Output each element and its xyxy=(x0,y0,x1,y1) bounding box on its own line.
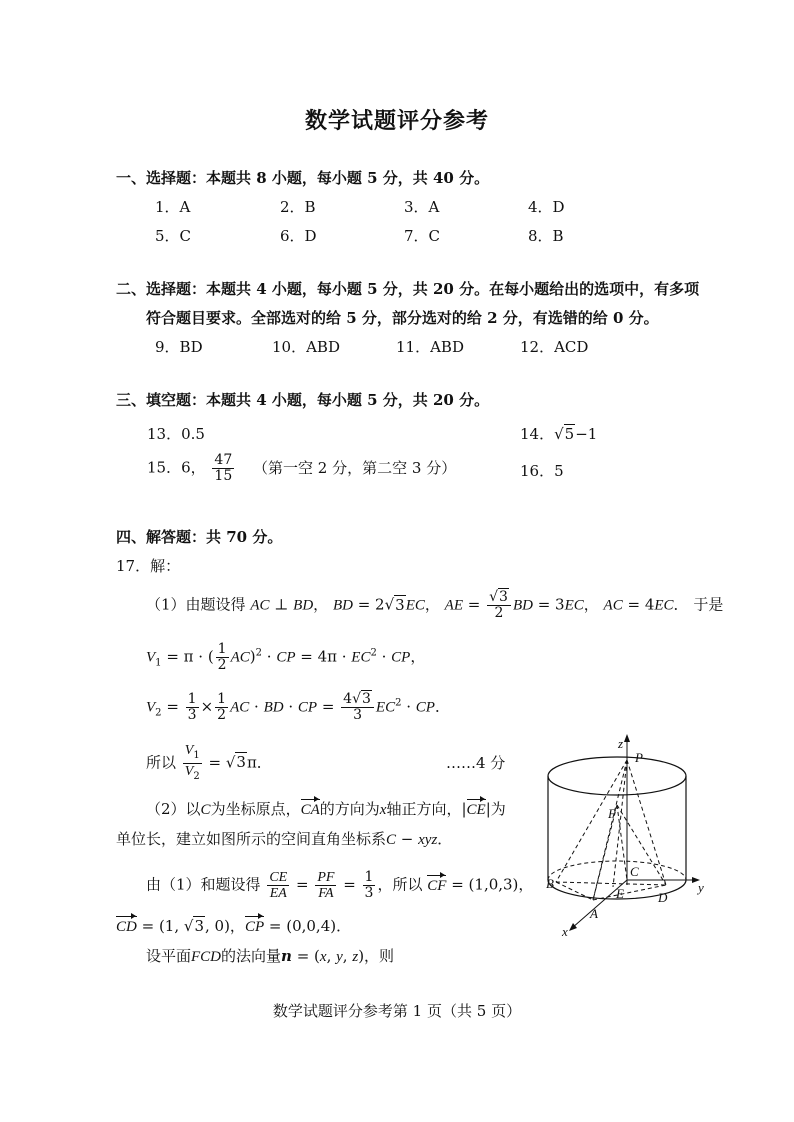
score-mark: ……4 分 xyxy=(446,754,506,772)
answer-5: 5．C xyxy=(155,227,192,245)
section-1-heading: 一、选择题：本题共 8 小题，每小题 5 分，共 40 分。 xyxy=(116,169,490,187)
part2-line2: 单位长，建立如图所示的空间直角坐标系C − xyz． xyxy=(116,830,453,848)
answer-8: 8．B xyxy=(528,227,564,245)
answer-7: 7．C xyxy=(404,227,441,245)
answer-12: 12．ACD xyxy=(520,338,589,356)
answer-15-label: 15．6， xyxy=(147,458,206,477)
answer-11: 11．ABD xyxy=(396,338,464,356)
answer-6: 6．D xyxy=(280,227,317,245)
section-3-heading: 三、填空题：本题共 4 小题，每小题 5 分，共 20 分。 xyxy=(116,391,490,409)
label-c: C xyxy=(630,864,639,879)
label-e: E xyxy=(616,886,624,901)
answer-1: 1．A xyxy=(155,198,191,216)
top-ellipse xyxy=(548,757,686,795)
answer-14-tail: −1 xyxy=(575,425,598,443)
label-a: A xyxy=(590,906,598,921)
pyramid-hidden-edges xyxy=(556,760,666,900)
label-d: D xyxy=(658,890,668,905)
vectors-line: CD = (1, √3, 0)，CP = (0,0,4)． xyxy=(116,917,352,935)
label-p: P xyxy=(635,750,643,765)
z-arrow xyxy=(624,734,630,742)
answer-3: 3．A xyxy=(404,198,440,216)
from-line: 由（1）和题设得 $\frac{CE}{EA}$ = $\frac{PF}{FA}$ = $\frac{1}{3}$ ，所以 CF = (1,0,3)， xyxy=(146,869,534,901)
answer-9: 9．BD xyxy=(155,338,203,356)
normal-line: 设平面FCD的法向量n = (x, y, z)，则 xyxy=(146,947,395,965)
fraction-47-15: $\frac{47}{15}$ xyxy=(214,452,233,484)
label-y: y xyxy=(698,880,704,895)
part2-line1: （2）以C为坐标原点，CA的方向为x轴正方向，|CE|为 xyxy=(146,800,506,818)
answer-14-label: 14． xyxy=(520,425,555,443)
part1-line: （1）由题设得 AC ⊥ BD， BD = 2√3EC， AE = $\frac{√3}{2}$ BD = 3EC， AC = 4EC． 于是 xyxy=(146,589,724,621)
answer-14 xyxy=(520,423,597,444)
section-2-heading-line2: 符合题目要求。全部选对的给 5 分，部分选对的给 2 分，有选错的给 0 分。 xyxy=(146,309,659,327)
v1-formula: $V_1 = \pi$ · ( $\frac{1}{2}$ AC)$^2$ · CP = $4\pi \cdot EC^2$ · CP， xyxy=(146,641,426,673)
bottom-back-arc xyxy=(548,861,686,880)
label-z: z xyxy=(618,736,624,751)
section-4-heading: 四、解答题：共 70 分。 xyxy=(116,528,283,546)
answer-15 xyxy=(147,453,456,484)
v2-formula: $V_2$ = $\frac{1}{3}$ × $\frac{1}{2}$ AC · BD · CP = $\frac{4√3}{3}$ $EC^2$ · CP． xyxy=(146,691,450,723)
sqrt-5: √5 xyxy=(554,425,575,443)
page-title: 数学试题评分参考 xyxy=(304,108,489,134)
q17-label: 17．解： xyxy=(116,557,181,575)
page-footer: 数学试题评分参考第 1 页（共 5 页） xyxy=(272,1002,522,1020)
section-2-heading-line1: 二、选择题：本题共 4 小题，每小题 5 分，共 20 分。在每小题给出的选项中，有多项 xyxy=(116,280,700,298)
answer-13: 13．0.5 xyxy=(147,425,205,443)
answer-15-note: （第一空 2 分，第二空 3 分） xyxy=(253,458,457,477)
answer-2: 2．B xyxy=(280,198,316,216)
cylinder-figure xyxy=(538,730,710,940)
label-f: F xyxy=(608,806,616,821)
answer-16: 16．5 xyxy=(520,462,564,480)
answer-10: 10．ABD xyxy=(272,338,340,356)
ratio-line: 所以 $\frac{V_1}{V_2}$ = √3π． xyxy=(146,743,272,782)
answer-4: 4．D xyxy=(528,198,565,216)
label-x: x xyxy=(562,924,568,939)
label-b: B xyxy=(546,876,554,891)
